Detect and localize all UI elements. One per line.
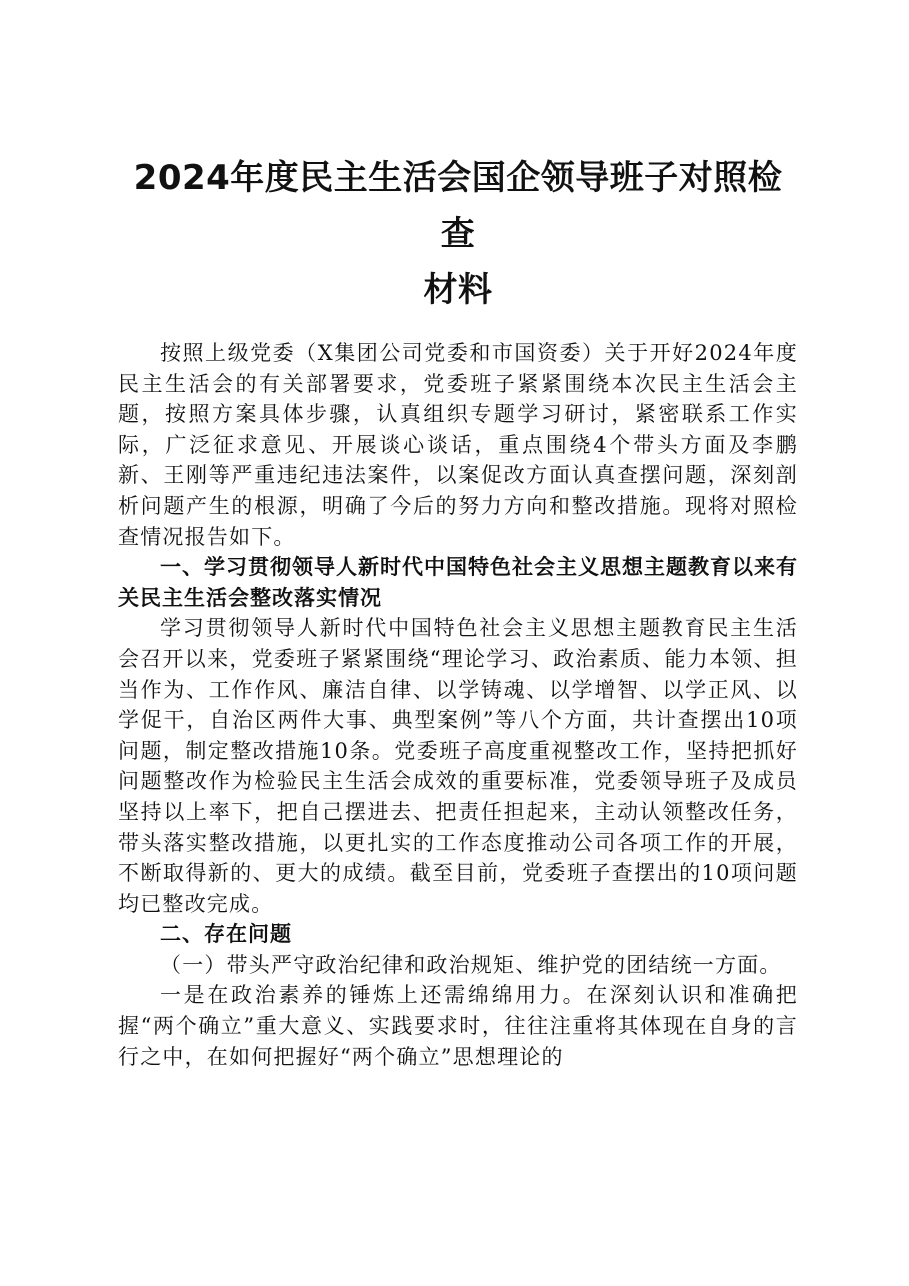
- title-spacer: [118, 318, 798, 338]
- section-1-paragraph: 学习贯彻领导人新时代中国特色社会主义思想主题教育民主生活会召开以来，党委班子紧紧围绕“理论学习、政治素质、能力本领、担当作为、工作作风、廉洁自律、以学铸魂、以学增智、以学正风、以学促干，自治区两件大事、典型案例”等八个方面，共计查摆出10项问题，制定整改措施10条。党委班子高度重视整改工作，坚持把抓好问题整改作为检验民主生活会成效的重要标准，党委领导班子及成员坚持以上率下，把自己摆进去、把责任担起来，主动认领整改任务，带头落实整改措施，以更扎实的工作态度推动公司各项工作的开展，不断取得新的、更大的成绩。截至目前，党委班子查摆出的10项问题均已整改完成。: [118, 616, 798, 916]
- subsection-1-heading: （一）带头严守政治纪律和政治规矩、维护党的团结统一方面。: [160, 952, 782, 977]
- section-1-heading: 一、学习贯彻领导人新时代中国特色社会主义思想主题教育以来有关民主生活会整改落实情况: [118, 555, 798, 610]
- subsection-1-paragraph: 一是在政治素养的锤炼上还需绵绵用力。在深刻认识和准确把握“两个确立”重大意义、实践要求时，往往注重将其体现在自身的言行之中，在如何把握好“两个确立”思想理论的: [118, 983, 798, 1069]
- intro-paragraph: 按照上级党委（X集团公司党委和市国资委）关于开好2024年度民主生活会的有关部署要求，党委班子紧紧围绕本次民主生活会主题，按照方案具体步骤，认真组织专题学习研讨，紧密联系工作实际，广泛征求意见、开展谈心谈话，重点围绕4个带头方面及李鹏新、王刚等严重违纪违法案件，以案促改方面认真查摆问题，深刻剖析问题产生的根源，明确了今后的努力方向和整改措施。现将对照检查情况报告如下。: [118, 341, 798, 549]
- document-title-line-1: 2024年度民主生活会国企领导班子对照检查: [133, 158, 783, 254]
- section-2-heading: 二、存在问题: [160, 922, 292, 947]
- document-title: [118, 150, 798, 318]
- document-page: [118, 150, 798, 1072]
- document-title-line-2: 材料: [423, 270, 493, 310]
